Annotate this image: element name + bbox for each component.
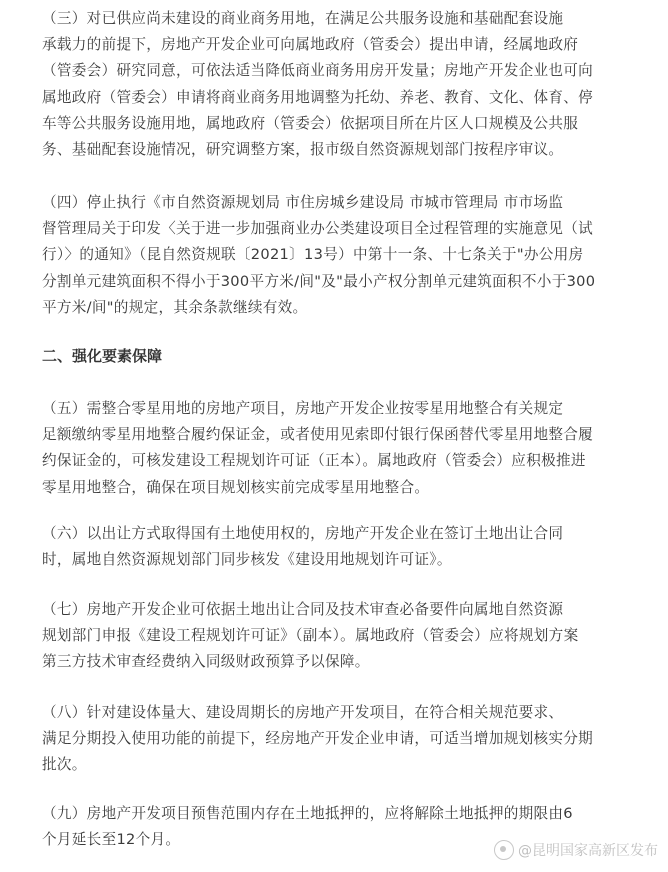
paragraph-line: 分割单元建筑面积不得小于300平方米/间"及"最小产权分割单元建筑面积不小于300 [42, 272, 596, 290]
paragraph-line: 零星用地整合，确保在项目规划核实前完成零星用地整合。 [42, 478, 430, 496]
paragraph-line: 约保证金的，可核发建设工程规划许可证（正本）。属地政府（管委会）应积极推进 [42, 452, 586, 470]
paragraph-line: 承载力的前提下，房地产开发企业可向属地政府（管委会）提出申请，经属地政府 [42, 36, 579, 54]
watermark-text: @昆明国家高新区发布 [518, 843, 658, 859]
paragraph-line: （九）房地产开发项目预售范围内存在土地抵押的，应将解除土地抵押的期限由6 [42, 805, 573, 822]
weibo-icon [494, 840, 514, 860]
paragraph-line: （管委会）研究同意，可依法适当降低商业商务用房开发量；房地产开发企业也可向 [42, 62, 594, 80]
paragraph-line: （七）房地产开发企业可依据土地出让合同及技术审查必备要件向属地自然资源 [42, 601, 564, 618]
paragraph-line: （三）对已供应尚未建设的商业商务用地，在满足公共服务设施和基础配套设施 [42, 10, 564, 27]
section-heading: 二、强化要素保障 [42, 347, 163, 365]
paragraph-line: 第三方技术审查经费纳入同级财政预算予以保障。 [42, 653, 370, 671]
paragraph-line: 行）〉的通知》（昆自然资规联〔2021〕13号）中第十一条、十七条关于"办公用房 [42, 246, 584, 264]
paragraph-line: 满足分期投入使用功能的前提下，经房地产开发企业申请，可适当增加规划核实分期 [42, 730, 594, 748]
paragraph-7 [42, 597, 652, 676]
paragraph-line: （五）需整合零星用地的房地产项目，房地产开发企业按零星用地整合有关规定 [42, 400, 564, 417]
paragraph-6 [42, 521, 652, 573]
paragraph-line: 车等公共服务设施用地，属地政府（管委会）依据项目所在片区人口规模及公共服 [42, 114, 579, 132]
paragraph-line: 足额缴纳零星用地整合履约保证金，或者使用见索即付银行保函替代零星用地整合履 [42, 426, 594, 444]
paragraph-8 [42, 700, 652, 779]
watermark [494, 840, 658, 860]
paragraph-line: （八）针对建设体量大、建设周期长的房地产开发项目，在符合相关规范要求、 [42, 704, 564, 721]
paragraph-line: 个月延长至12个月。 [42, 831, 181, 849]
paragraph-line: 时，属地自然资源规划部门同步核发《建设用地规划许可证》。 [42, 551, 452, 569]
paragraph-4 [42, 190, 652, 321]
paragraph-3 [42, 6, 652, 163]
paragraph-line: 规划部门申报《建设工程规划许可证》（副本）。属地政府（管委会）应将规划方案 [42, 627, 579, 645]
paragraph-line: 平方米/间"的规定，其余条款继续有效。 [42, 298, 308, 316]
paragraph-line: 督管理局关于印发〈关于进一步加强商业办公类建设项目全过程管理的实施意见（试 [42, 220, 594, 238]
paragraph-line: 属地政府（管委会）申请将商业商务用地调整为托幼、养老、教育、文化、体育、停 [42, 88, 594, 106]
paragraph-line: 批次。 [42, 756, 87, 774]
paragraph-5 [42, 396, 652, 501]
paragraph-line: 务、基础配套设施情况，研究调整方案，报市级自然资源规划部门按程序审议。 [42, 141, 564, 159]
paragraph-line: （四）停止执行《市自然资源规划局 市住房城乡建设局 市城市管理局 市市场监 [42, 194, 564, 211]
paragraph-line: （六）以出让方式取得国有土地使用权的，房地产开发企业在签订土地出让合同 [42, 525, 564, 542]
